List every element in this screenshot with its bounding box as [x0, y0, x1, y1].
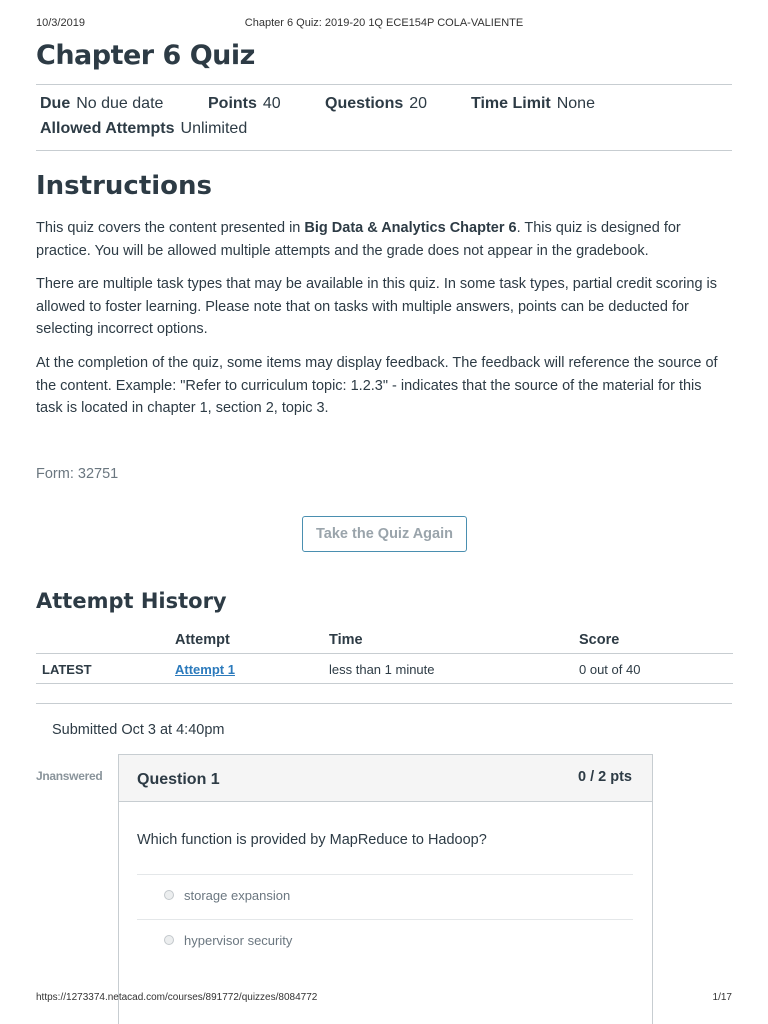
questions-value: 20: [409, 95, 428, 112]
attempt-history-table: [36, 625, 733, 684]
submitted-timestamp: Submitted Oct 3 at 4:40pm: [52, 722, 225, 738]
print-page-number: 1/17: [712, 992, 732, 1003]
column-header-score: Score: [579, 632, 620, 648]
print-document-title: Chapter 6 Quiz: 2019-20 1Q ECE154P COLA-VALIENTE: [244, 17, 524, 29]
due-label: Due: [40, 95, 71, 112]
divider: [36, 703, 732, 704]
attempt-time: less than 1 minute: [329, 662, 435, 677]
quiz-time-limit: [471, 95, 595, 113]
instructions-paragraph-1: [36, 217, 726, 262]
instructions-course-name: Big Data & Analytics Chapter 6: [304, 220, 517, 236]
questions-label: Questions: [325, 95, 404, 112]
latest-tag: LATEST: [42, 662, 92, 677]
question-card: [118, 754, 653, 1024]
divider: [36, 84, 732, 85]
page-title: Chapter 6 Quiz: [36, 40, 255, 71]
question-title: Question 1: [137, 771, 220, 788]
attempts-label: Allowed Attempts: [40, 120, 175, 137]
print-header: [36, 17, 732, 31]
column-header-time: Time: [329, 632, 363, 648]
instructions-text: This quiz covers the content presented in: [36, 220, 305, 236]
quiz-questions: [325, 95, 427, 113]
attempt-history-heading: Attempt History: [36, 589, 227, 613]
instructions-paragraph-2: There are multiple task types that may be available in this quiz. In some task types, partial credit scoring is allowed to foster learning. Please note that on tasks with multiple answers, points can be deducted for selecting incorrect options.: [36, 276, 718, 337]
points-value: 40: [262, 95, 281, 112]
quiz-allowed-attempts: [40, 120, 247, 138]
radio-icon[interactable]: [164, 890, 174, 900]
divider: [36, 150, 732, 151]
take-quiz-again-button[interactable]: Take the Quiz Again: [302, 516, 467, 552]
answer-label: storage expansion: [184, 888, 291, 903]
radio-icon[interactable]: [164, 935, 174, 945]
answer-label: hypervisor security: [184, 933, 293, 948]
print-date: 10/3/2019: [36, 17, 85, 29]
instructions-text: . This quiz is designed for practice. You will be allowed multiple attempts and the grade does not appear in the gradebook.: [36, 220, 681, 259]
attempt-score: 0 out of 40: [579, 662, 641, 677]
question-points: 0 / 2 pts: [578, 769, 632, 785]
table-header-row: [36, 625, 733, 654]
question-header: [119, 755, 652, 802]
form-number: Form: 32751: [36, 466, 119, 482]
instructions-paragraph-3: At the completion of the quiz, some items may display feedback. The feedback will reference the source of the content. Example: "Refer to curriculum topic: 1.2.3" - indicates that the source of the material for this task is located in chapter 1, section 2, topic 3.: [36, 355, 718, 416]
question-text: Which function is provided by MapReduce to Hadoop?: [137, 832, 487, 848]
print-footer: [36, 992, 732, 1006]
points-label: Points: [208, 95, 257, 112]
answer-option[interactable]: [137, 919, 633, 964]
answer-option[interactable]: [137, 874, 633, 919]
instructions-heading: Instructions: [36, 171, 213, 201]
attempt-1-link[interactable]: Attempt 1: [175, 662, 235, 677]
table-row: [36, 654, 733, 684]
question-status-badge: Jnanswered: [36, 769, 103, 783]
time-limit-label: Time Limit: [471, 95, 551, 112]
print-url: https://1273374.netacad.com/courses/891772/quizzes/8084772: [36, 992, 318, 1003]
attempts-value: Unlimited: [180, 120, 248, 137]
due-value: No due date: [76, 95, 164, 112]
time-limit-value: None: [556, 95, 595, 112]
quiz-due: [40, 95, 163, 113]
quiz-points: [208, 95, 281, 113]
column-header-attempt: Attempt: [175, 632, 230, 648]
